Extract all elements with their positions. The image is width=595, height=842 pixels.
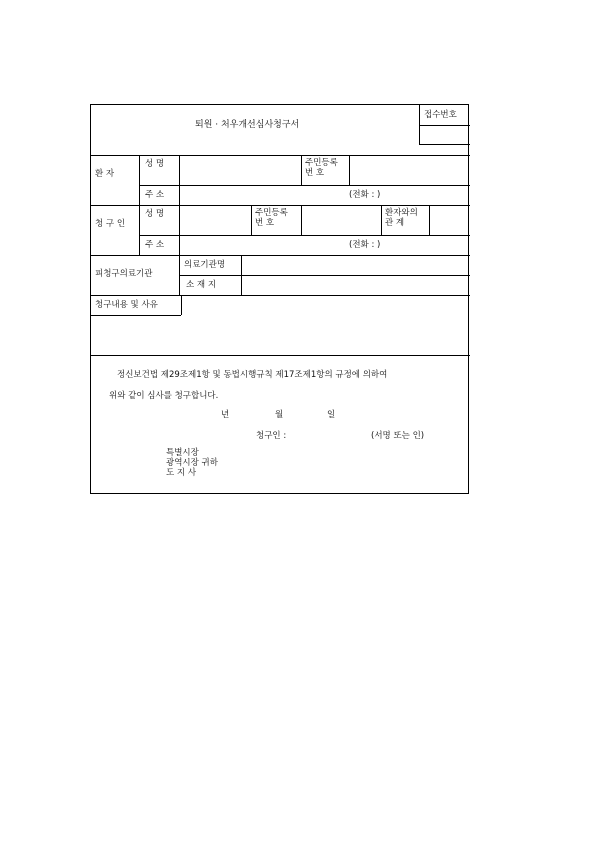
claimant-phone: (전화 : ): [349, 240, 381, 250]
claimant-address-label: 주 소: [145, 240, 165, 250]
patient-rrn-label-1: 주민등록: [305, 158, 338, 168]
claimant-name-label: 성 명: [145, 209, 165, 219]
column-divider: [381, 205, 382, 235]
claimant-name-field[interactable]: [180, 206, 250, 234]
patient-name-field[interactable]: [180, 156, 300, 184]
patient-address-field[interactable]: [180, 186, 350, 204]
date-day-label: 일: [327, 410, 336, 420]
column-divider: [179, 255, 180, 295]
column-divider: [139, 155, 140, 255]
signature-hint: (서명 또는 인): [371, 431, 425, 441]
signer-name-field[interactable]: [301, 428, 367, 442]
claimant-rrn-label-2: 번 호: [255, 218, 275, 228]
institution-label: 피청구의료기관: [95, 269, 153, 279]
claimant-rrn-label-1: 주민등록: [255, 208, 288, 218]
column-divider: [251, 205, 252, 235]
institution-name-field[interactable]: [242, 256, 468, 274]
institution-name-label: 의료기관명: [184, 260, 226, 270]
patient-name-label: 성 명: [145, 159, 165, 169]
institution-location-field[interactable]: [242, 276, 468, 294]
form-title: 퇴원 · 처우개선심사청구서: [195, 120, 300, 130]
claimant-rrn-field[interactable]: [302, 206, 380, 234]
patient-label: 환 자: [95, 169, 115, 179]
recipient-line-2: 광역시장 귀하: [166, 458, 218, 468]
row-divider: [91, 315, 181, 316]
row-divider: [91, 205, 470, 206]
recipient-line-1: 특별시장: [166, 448, 199, 458]
statement-line-1: 정신보건법 제29조제1항 및 동법시행규칙 제17조제1항의 규정에 의하여: [117, 370, 388, 380]
claimant-relation-field[interactable]: [430, 206, 468, 234]
patient-address-label: 주 소: [145, 190, 165, 200]
claimant-address-field[interactable]: [180, 236, 350, 254]
receipt-number-label: 접수번호: [424, 110, 457, 120]
claimant-relation-label-1: 환자와의: [385, 208, 418, 218]
date-month-label: 월: [275, 410, 284, 420]
row-divider: [91, 355, 470, 356]
review-request-form: [90, 104, 469, 494]
column-divider: [301, 155, 302, 185]
patient-rrn-label-2: 번 호: [305, 168, 325, 178]
date-year-label: 년: [221, 410, 230, 420]
patient-phone: (전화 : ): [349, 190, 381, 200]
claimant-relation-label-2: 관 계: [385, 218, 405, 228]
claim-content-label: 청구내용 및 사유: [95, 300, 158, 310]
patient-rrn-field[interactable]: [350, 156, 468, 184]
claim-content-field[interactable]: [182, 296, 468, 354]
claimant-label: 청 구 인: [95, 219, 126, 229]
receipt-number-field[interactable]: [420, 126, 469, 144]
signer-label: 청구인 :: [256, 431, 287, 441]
statement-line-2: 위와 같이 심사를 청구합니다.: [109, 391, 219, 401]
recipient-line-3: 도 지 사: [166, 468, 197, 478]
institution-location-label: 소 재 지: [186, 280, 217, 290]
